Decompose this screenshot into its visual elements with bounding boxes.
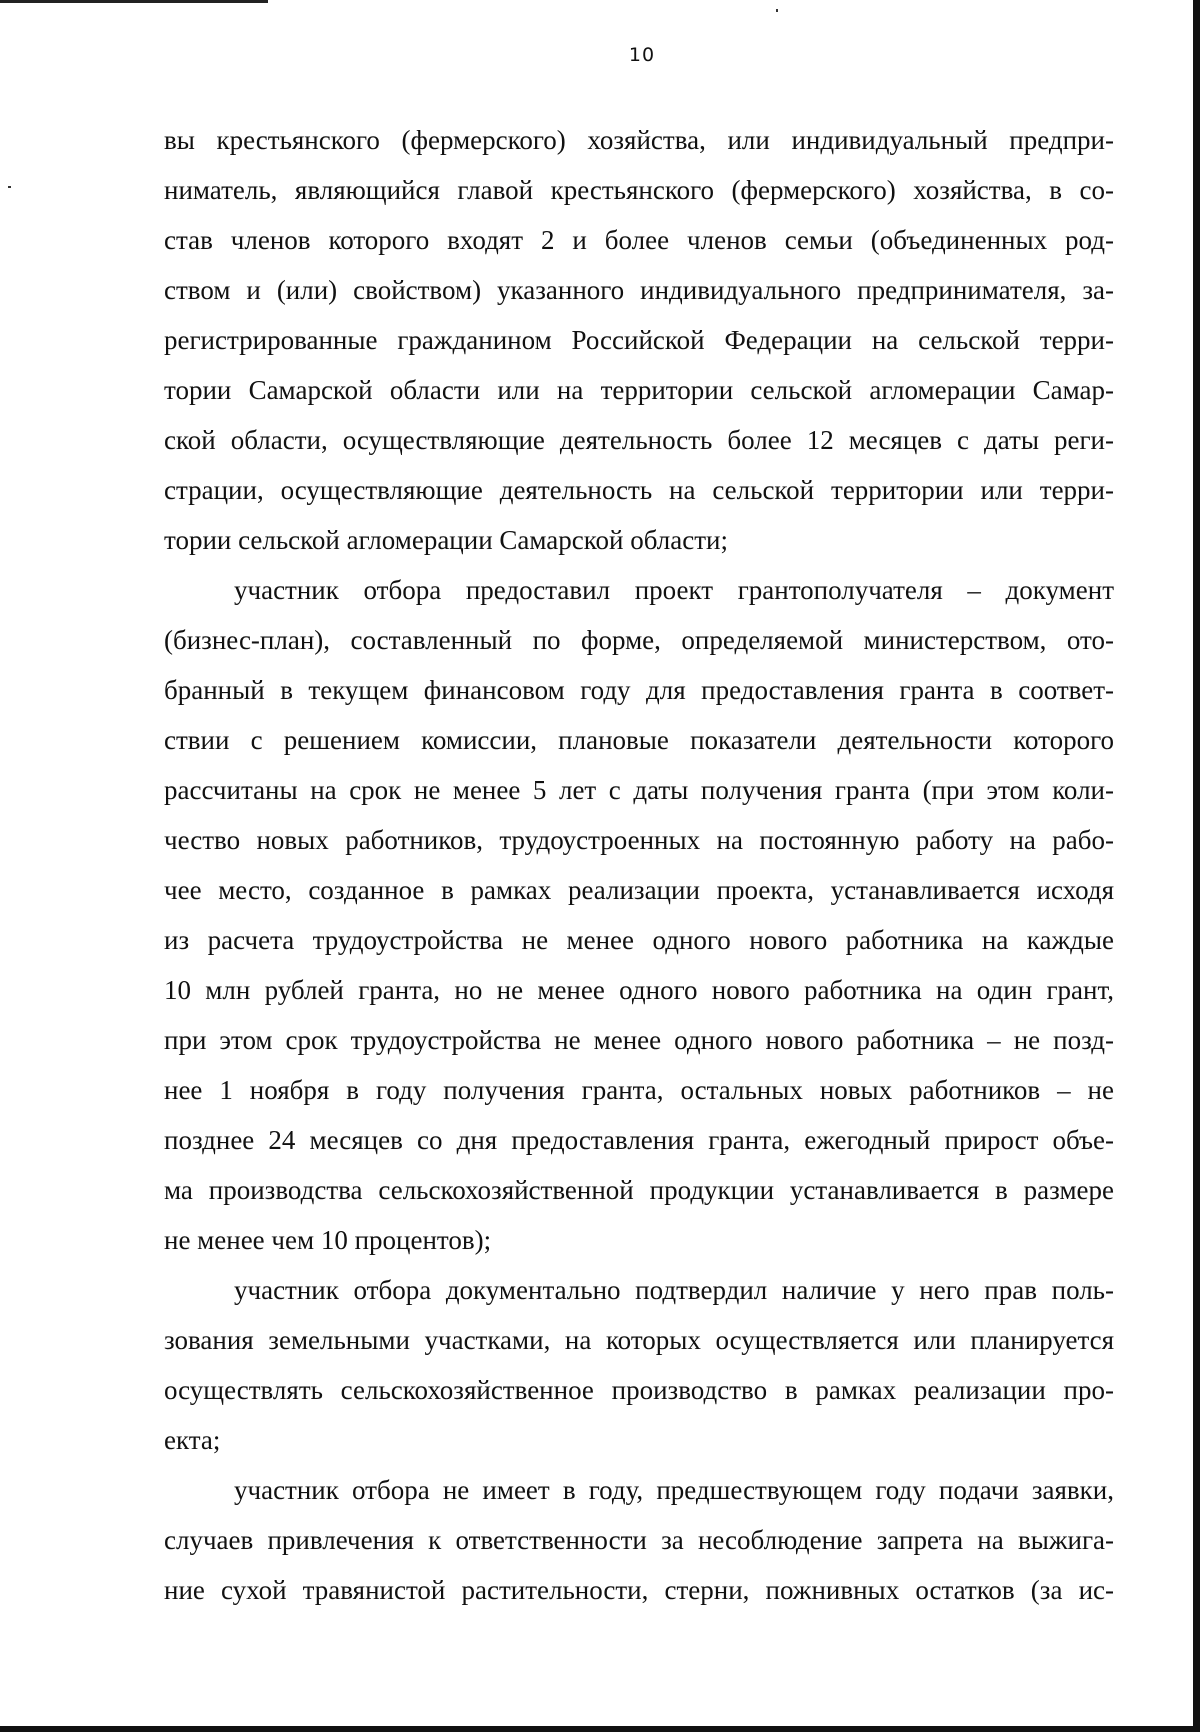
- text-line: чество новых работников, трудоустроенных на постоянную работу на рабо-: [164, 825, 1114, 855]
- text-line: екта;: [164, 1425, 221, 1455]
- text-line: тории сельской агломерации Самарской области;: [164, 525, 728, 555]
- text-line: не менее чем 10 процентов);: [164, 1225, 492, 1255]
- text-line: ниматель, являющийся главой крестьянского (фермерского) хозяйства, в со-: [164, 175, 1114, 205]
- paragraph: [164, 565, 1114, 1265]
- text-line: случаев привлечения к ответственности за несоблюдение запрета на выжига-: [164, 1525, 1114, 1555]
- scan-edge-border: [1193, 0, 1200, 1732]
- text-line: зования земельными участками, на которых осуществляется или планируется: [164, 1325, 1114, 1355]
- scan-speck: [8, 186, 11, 188]
- paragraph: [164, 1465, 1114, 1615]
- paragraph: [164, 115, 1114, 565]
- text-line: ской области, осуществляющие деятельность более 12 месяцев с даты реги-: [164, 425, 1114, 455]
- text-line: участник отбора не имеет в году, предшествующем году подачи заявки,: [234, 1475, 1114, 1505]
- text-line: вы крестьянского (фермерского) хозяйства, или индивидуальный предпри-: [164, 125, 1114, 155]
- text-line: ствии с решением комиссии, плановые показатели деятельности которого: [164, 725, 1114, 755]
- text-line: ством и (или) свойством) указанного индивидуального предпринимателя, за-: [164, 275, 1114, 305]
- text-line: при этом срок трудоустройства не менее одного нового работника – не позд-: [164, 1025, 1114, 1055]
- text-line: чее место, созданное в рамках реализации проекта, устанавливается исходя: [164, 875, 1114, 905]
- text-line: позднее 24 месяцев со дня предоставления гранта, ежегодный прирост объе-: [164, 1125, 1114, 1155]
- text-line: тории Самарской области или на территории сельской агломерации Самар-: [164, 375, 1114, 405]
- page-number: 10: [628, 44, 656, 66]
- document-body: [164, 115, 1114, 1615]
- scan-edge-mark: [0, 0, 268, 3]
- text-line: став членов которого входят 2 и более членов семьи (объединенных род-: [164, 225, 1114, 255]
- text-line: страции, осуществляющие деятельность на сельской территории или терри-: [164, 475, 1114, 505]
- text-line: осуществлять сельскохозяйственное производство в рамках реализации про-: [164, 1375, 1114, 1405]
- text-line: бранный в текущем финансовом году для предоставления гранта в соответ-: [164, 675, 1114, 705]
- paragraph: [164, 1265, 1114, 1465]
- text-line: регистрированные гражданином Российской Федерации на сельской терри-: [164, 325, 1114, 355]
- text-line: из расчета трудоустройства не менее одного нового работника на каждые: [164, 925, 1114, 955]
- text-line: участник отбора документально подтвердил наличие у него прав поль-: [234, 1275, 1114, 1305]
- scan-edge-border: [0, 1726, 1200, 1732]
- text-line: (бизнес-план), составленный по форме, определяемой министерством, ото-: [164, 625, 1114, 655]
- text-line: нее 1 ноября в году получения гранта, остальных новых работников – не: [164, 1075, 1114, 1105]
- text-line: рассчитаны на срок не менее 5 лет с даты получения гранта (при этом коли-: [164, 775, 1114, 805]
- scan-speck: [776, 9, 778, 12]
- text-line: ма производства сельскохозяйственной продукции устанавливается в размере: [164, 1175, 1114, 1205]
- text-line: ние сухой травянистой растительности, стерни, пожнивных остатков (за ис-: [164, 1575, 1114, 1605]
- text-line: 10 млн рублей гранта, но не менее одного нового работника на один грант,: [164, 975, 1114, 1005]
- text-line: участник отбора предоставил проект грантополучателя – документ: [234, 575, 1114, 605]
